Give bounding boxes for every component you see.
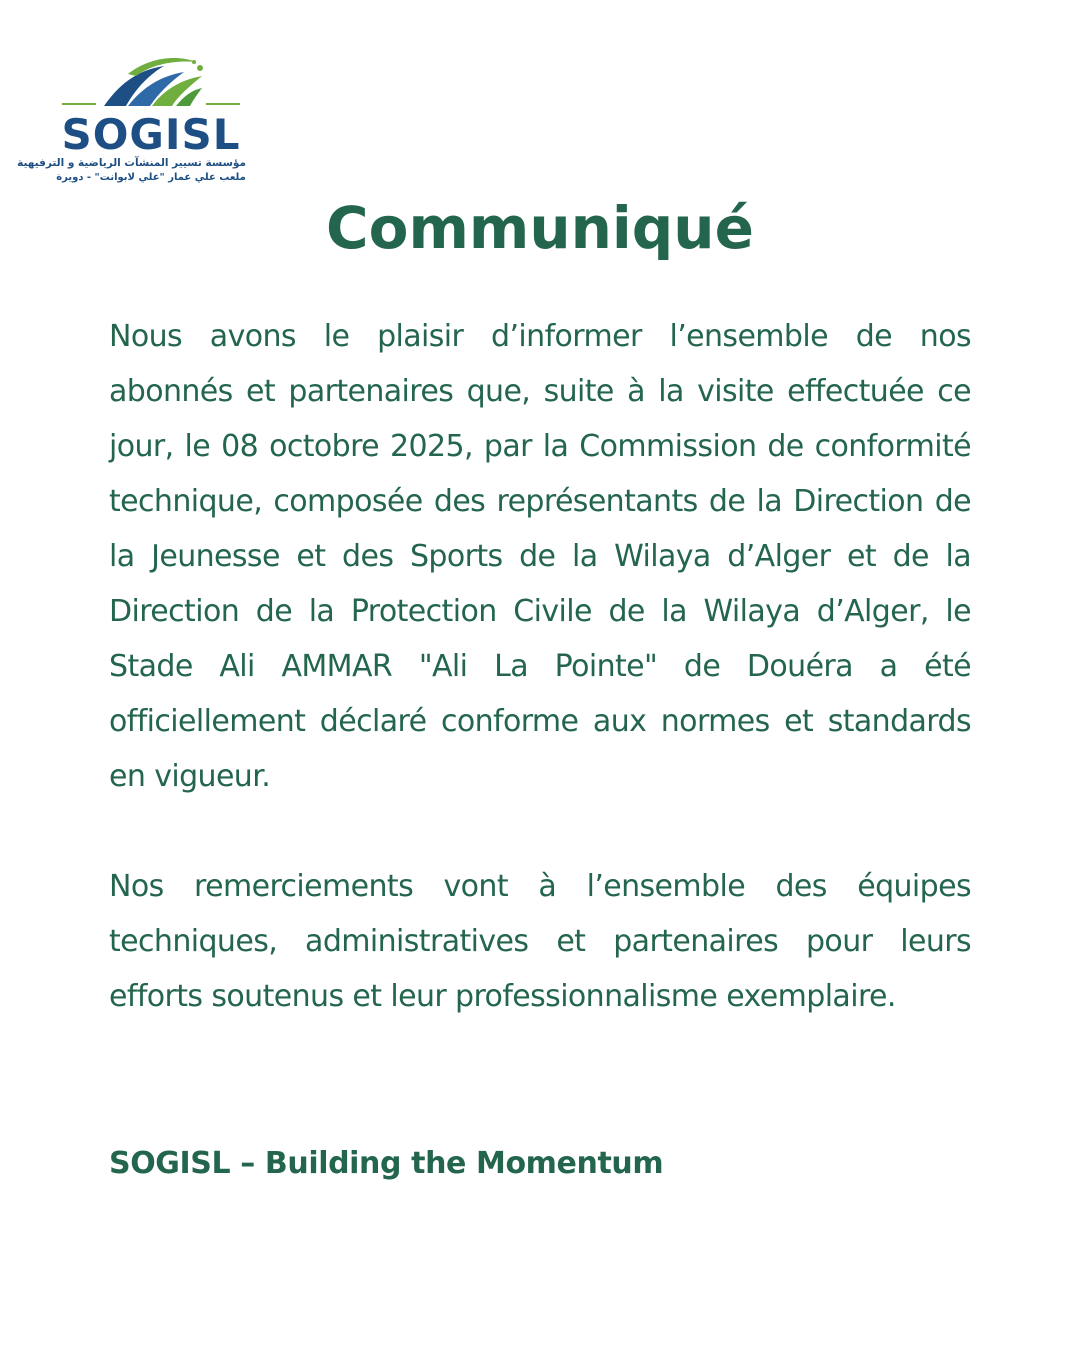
logo-name: SOGISL	[61, 110, 241, 159]
communique-paragraph-1: Nous avons le plaisir d’informer l’ensemble de nos abonnés et partenaires que, suite à la visite effectuée ce jour, le 08 octobre 2025, par la Commission de conformité technique, composée des représentants de la Direction de la Jeunesse et des Sports de la Wilaya d’Alger et de la Direction de la Protection Civile de la Wilaya d’Alger, le Stade Ali AMMAR "Ali La Pointe" de Douéra a été officiellement déclaré conforme aux normes et standards en vigueur.	[109, 319, 971, 794]
communique-paragraph-2: Nos remerciements vont à l’ensemble des équipes techniques, administratives et partenaires pour leurs efforts soutenus et leur professionnalisme exemplaire.	[109, 869, 971, 1014]
sogisl-logo	[17, 56, 246, 186]
signature-tagline: SOGISL – Building the Momentum	[109, 1146, 664, 1181]
logo-location-arabic: ملعب علي عمار "علي لابوانت" - دويرة	[56, 172, 246, 183]
logo-subtitle-arabic: مؤسسة تسيير المنشآت الرياضية و الترفيهية	[17, 157, 246, 169]
sogisl-logo-emblem-icon	[56, 56, 246, 116]
page-title: Communiqué	[326, 194, 754, 262]
